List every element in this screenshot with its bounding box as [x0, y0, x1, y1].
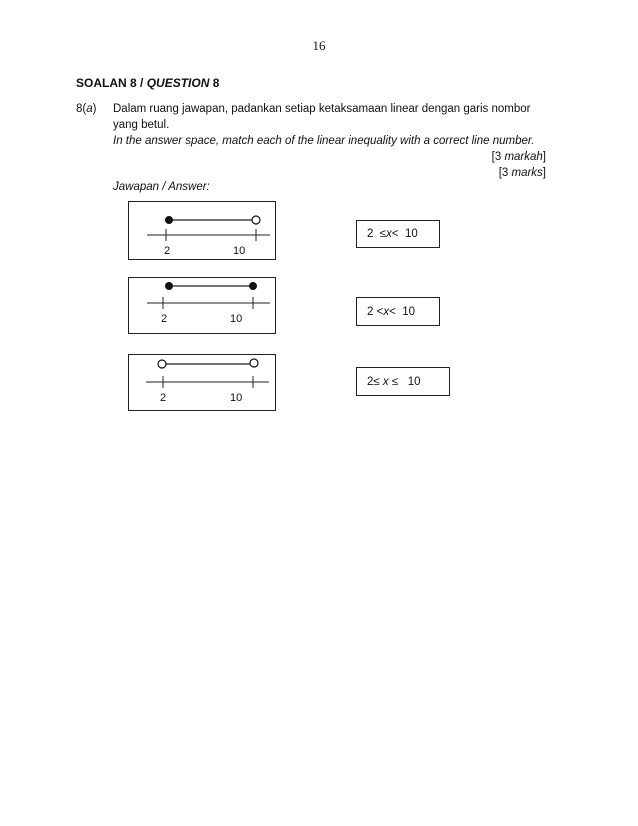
- inequality-box-1[interactable]: [356, 220, 440, 248]
- number-line-3-label-10: 10: [230, 392, 243, 404]
- inequality-1-op1: ≤: [379, 228, 387, 240]
- number-line-3-right-endpoint: [250, 359, 258, 367]
- part-label: [76, 101, 96, 117]
- inequality-2-right: 10: [402, 305, 415, 318]
- question-heading: [76, 76, 219, 90]
- number-line-2: [129, 278, 275, 333]
- part-label-post: ): [92, 103, 97, 115]
- number-line-1-label-10: 10: [233, 245, 246, 257]
- inequality-3-op1: ≤: [373, 375, 380, 388]
- number-line-box-1[interactable]: [128, 201, 276, 260]
- instruction-english: In the answer space, match each of the linear inequality with a correct line number.: [113, 135, 535, 147]
- question-heading-sep: /: [140, 76, 144, 90]
- inequality-2-left: 2: [367, 305, 374, 318]
- marks-malay-word: markah: [504, 151, 543, 163]
- question-heading-ms: SOALAN 8: [76, 76, 137, 90]
- number-line-2-left-endpoint: [166, 283, 173, 290]
- marks-english-open: [3: [498, 167, 512, 179]
- number-line-1-right-endpoint: [252, 216, 260, 224]
- number-line-1-label-2: 2: [164, 245, 171, 257]
- inequality-1-right: 10: [404, 228, 418, 240]
- number-line-2-label-10: 10: [230, 313, 243, 325]
- instruction-malay-line1: Dalam ruang jawapan, padankan setiap ketaksamaan linear dengan garis nombor: [113, 103, 531, 115]
- inequality-3-op2: ≤: [391, 375, 399, 388]
- number-line-3-label-2: 2: [160, 392, 167, 404]
- number-line-1: [129, 202, 275, 259]
- number-line-3: [129, 355, 275, 410]
- marks-english: [499, 165, 546, 181]
- inequality-box-2[interactable]: [356, 297, 440, 326]
- inequality-2-op1: <: [376, 305, 384, 318]
- marks-malay-close: ]: [542, 151, 546, 163]
- answer-label: Jawapan / Answer:: [113, 181, 210, 193]
- inequality-3-left: 2: [367, 375, 374, 388]
- number-line-3-left-endpoint: [158, 360, 166, 368]
- marks-english-word: marks: [511, 167, 543, 179]
- inequality-2-op2: <: [389, 305, 396, 318]
- question-heading-num: 8: [212, 76, 220, 90]
- inequality-1-var: x: [386, 228, 392, 240]
- number-line-box-2[interactable]: [128, 277, 276, 334]
- number-line-2-label-2: 2: [161, 313, 168, 325]
- marks-malay-open: [3: [491, 151, 505, 163]
- inequality-3-right: 10: [407, 375, 421, 388]
- inequality-3-var: x: [382, 375, 389, 388]
- part-label-pre: 8(: [76, 103, 87, 115]
- number-line-2-right-endpoint: [250, 283, 257, 290]
- marks-english-close: ]: [542, 167, 546, 179]
- page-number: 16: [312, 38, 326, 53]
- number-line-box-3[interactable]: [128, 354, 276, 411]
- number-line-1-left-endpoint: [166, 217, 173, 224]
- instruction-malay-line2: yang betul.: [113, 119, 170, 131]
- part-label-letter: a: [86, 103, 93, 115]
- inequality-1-op2: <: [391, 228, 399, 240]
- instruction-malay: [113, 101, 533, 133]
- marks-malay: [492, 149, 546, 165]
- inequality-2-var: x: [383, 305, 390, 318]
- inequality-box-3[interactable]: [356, 367, 450, 396]
- question-heading-en: QUESTION: [146, 76, 210, 90]
- inequality-1-left: 2: [367, 228, 374, 240]
